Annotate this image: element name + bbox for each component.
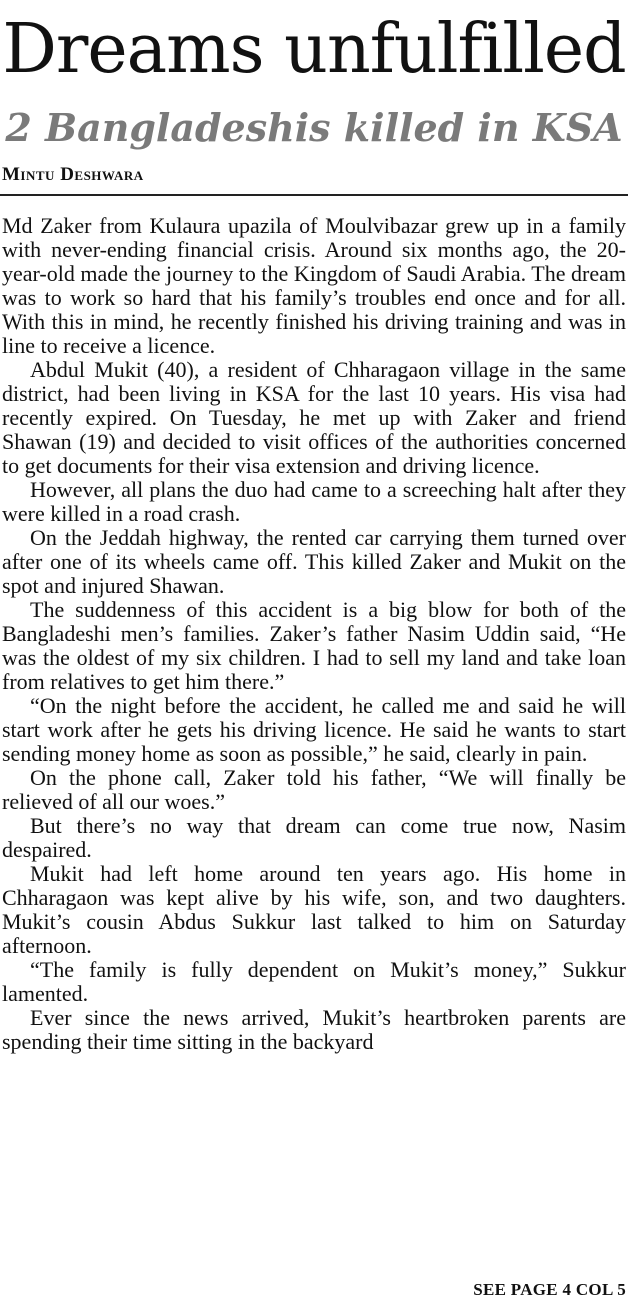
paragraph-4: On the Jeddah highway, the rented car carrying them turned over after one of its wheels came off. This killed Zaker and Mukit on the spot and injured Shawan.	[2, 525, 626, 598]
paragraph-9: Mukit had left home around ten years ago. His home in Chharagaon was kept alive by his wife, son, and two daughters. Mukit’s cousin Abdus Sukkur last talked to him on Saturday afternoon.	[2, 861, 626, 958]
paragraph-11: Ever since the news arrived, Mukit’s heartbroken parents are spending their time sitting in the backyard	[2, 1005, 626, 1054]
paragraph-7: On the phone call, Zaker told his father, “We will finally be relieved of all our woes.”	[2, 765, 626, 814]
article-body	[2, 214, 626, 1054]
paragraph-6: “On the night before the accident, he called me and said he will start work after he gets his driving licence. He said he wants to start sending money home as soon as possible,” he said, clearly in pain.	[2, 693, 626, 766]
byline: Mintu Deshwara	[2, 164, 144, 185]
headline: Dreams unfulfilled	[2, 10, 626, 89]
paragraph-1: Md Zaker from Kulaura upazila of Moulvibazar grew up in a family with never-ending financial crisis. Around six months ago, the 20-year-old made the journey to the Kingdom of Saudi Arabia. The dream was to work so hard that his family’s troubles end once and for all. With this in mind, he recently finished his driving training and was in line to receive a licence.	[2, 213, 626, 358]
continued-jump-line: SEE PAGE 4 COL 5	[473, 1280, 626, 1299]
byline-divider	[0, 194, 628, 196]
paragraph-5: The suddenness of this accident is a big blow for both of the Bangladeshi men’s families. Zaker’s father Nasim Uddin said, “He was the oldest of my six children. I had to sell my land and take loan from relatives to get him there.”	[2, 597, 626, 694]
paragraph-2: Abdul Mukit (40), a resident of Chharagaon village in the same district, had been living in KSA for the last 10 years. His visa had recently expired. On Tuesday, he met up with Zaker and friend Shawan (19) and decided to visit offices of the authorities concerned to get documents for their visa extension and driving licence.	[2, 357, 626, 478]
subheadline: 2 Bangladeshis killed in KSA	[5, 105, 623, 150]
paragraph-8: But there’s no way that dream can come true now, Nasim despaired.	[2, 813, 626, 862]
paragraph-10: “The family is fully dependent on Mukit’s money,” Sukkur lamented.	[2, 957, 626, 1006]
paragraph-3: However, all plans the duo had came to a screeching halt after they were killed in a road crash.	[2, 477, 626, 526]
